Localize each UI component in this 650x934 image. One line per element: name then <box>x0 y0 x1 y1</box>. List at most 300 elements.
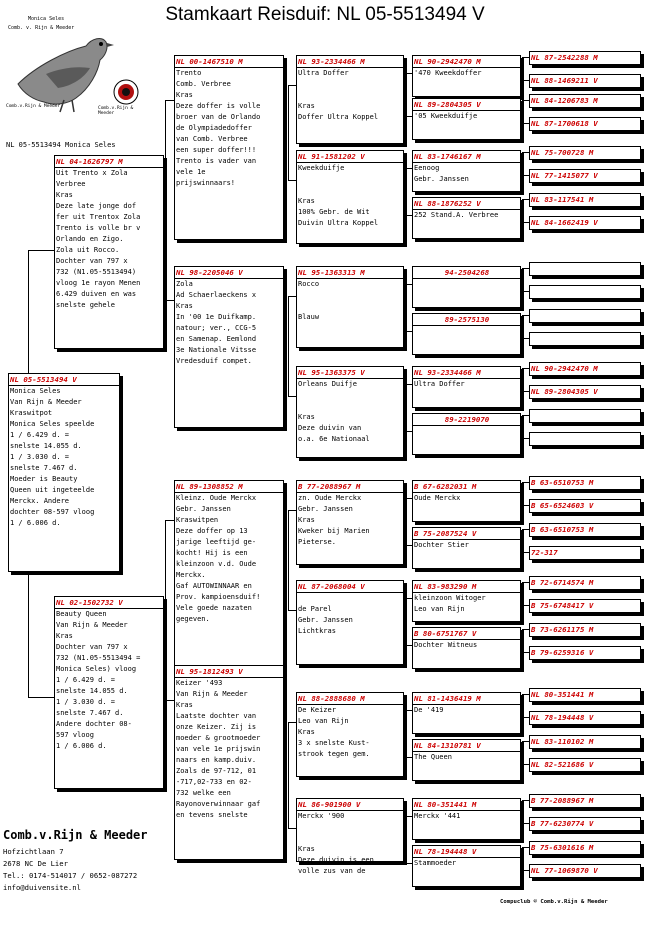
connector-line <box>405 710 412 711</box>
ring-number <box>530 333 640 344</box>
card-line: 1 / 6.006 d. <box>10 519 61 527</box>
connector-line <box>522 368 529 369</box>
card-line: Zoals de 97-712, 01 <box>176 767 257 775</box>
connector-line <box>522 694 529 695</box>
connector-line <box>522 582 529 583</box>
card-line: Monica Seles speelde <box>10 420 95 428</box>
ring-number: NL 88-1469211 V <box>531 76 598 85</box>
ring-number: B 65-6524603 V <box>531 501 594 510</box>
connector-line <box>288 610 296 611</box>
connector-line <box>522 482 523 505</box>
card-line: Kras <box>56 632 73 640</box>
connector-line <box>522 847 529 848</box>
connector-line <box>165 260 166 301</box>
connector-line <box>522 100 529 101</box>
connector-line <box>522 415 529 416</box>
ancestor-name: Dochter Witneus <box>414 641 478 649</box>
card-line: Lichtkras <box>298 627 336 635</box>
connector-line <box>288 296 289 396</box>
ancestor-name <box>414 279 520 290</box>
card-line: gegeven. <box>176 615 210 623</box>
card-line: Van Rijn & Meeder <box>176 690 248 698</box>
connector-line <box>405 431 412 432</box>
ancestor-ring-card <box>529 864 641 878</box>
card-body <box>175 67 283 189</box>
card-body <box>55 608 163 752</box>
card-line: fer uit Trentox Zola <box>56 213 141 221</box>
ancestor-ring-card <box>529 841 641 855</box>
ring-number: NL 98-2205046 V <box>176 268 243 277</box>
connector-line <box>522 717 529 718</box>
ancestor-card <box>412 480 521 522</box>
card-line: Monica Seles <box>10 387 61 395</box>
connector-line <box>522 199 523 222</box>
card-line: snelste gehele <box>56 301 116 309</box>
card-line: Orleans Duifje <box>298 380 358 388</box>
connector-line <box>522 870 529 871</box>
father-card <box>54 155 164 349</box>
card-line <box>298 185 403 196</box>
ancestor-name: 252 Stand.A. Verbree <box>414 211 499 219</box>
card-line: Comb. Verbree <box>176 80 231 88</box>
card-line: Merckx. <box>176 571 206 579</box>
ring-number: NL 80-351441 M <box>414 800 477 809</box>
ring-number: NL 00-1467510 M <box>176 57 243 66</box>
mother-card <box>54 596 164 789</box>
great-grandparent-card <box>296 580 404 665</box>
ring-number: B 67-6282031 M <box>414 482 477 491</box>
card-line: Gebr. Janssen <box>298 505 353 513</box>
card-line: dochter 08-597 vloog <box>10 508 95 516</box>
connector-line <box>405 116 412 117</box>
connector-line <box>522 605 529 606</box>
address-line: 2678 NC De Lier <box>3 859 68 868</box>
card-body <box>9 385 119 529</box>
card-line: Dochter van 797 x <box>56 643 128 651</box>
card-body <box>297 592 403 637</box>
card-line: van vele 1e prijswin <box>176 745 261 753</box>
connector-line <box>405 73 412 74</box>
logo-title: Monica Seles <box>28 16 65 22</box>
ancestor-name: '05 Kweekduifje <box>414 112 478 120</box>
ancestor-name: '470 Kweekdoffer <box>414 69 482 77</box>
ancestor-ring-card <box>529 385 641 399</box>
card-line: vele 1e <box>176 168 206 176</box>
card-body <box>413 810 520 822</box>
ring-number: NL 95-1363313 M <box>298 268 365 277</box>
card-line: De Keizer <box>298 706 336 714</box>
card-line: 1 / 6.006 d. <box>56 742 107 750</box>
card-line: Doffer Ultra Koppel <box>298 113 379 121</box>
ring-number <box>530 286 640 297</box>
great-grandparent-card <box>296 150 404 244</box>
logo-caption-left: Comb.v.Rijn & Meeder <box>6 104 61 109</box>
card-line: kocht! Hij is een <box>176 549 248 557</box>
card-line: zn. Oude Merckx <box>298 494 362 502</box>
connector-line <box>522 100 523 123</box>
connector-line <box>405 757 412 758</box>
card-line: Gebr. Janssen <box>176 505 231 513</box>
connector-line <box>405 384 406 431</box>
ring-number: NL 82-521686 V <box>531 760 594 769</box>
connector-line <box>522 268 523 291</box>
ancestor-card <box>412 366 521 408</box>
ring-number: B 80-6751767 V <box>414 629 477 638</box>
card-line: moeder & grootmoeder <box>176 734 261 742</box>
connector-line <box>288 296 296 297</box>
ancestor-ring-card <box>529 262 641 276</box>
pigeon-icon <box>6 16 144 116</box>
card-line: snelste 14.055 d. <box>56 687 128 695</box>
card-body <box>413 425 520 437</box>
connector-line <box>288 510 289 610</box>
card-line: Ultra Doffer <box>298 69 349 77</box>
card-body <box>297 67 403 123</box>
connector-line <box>405 215 412 216</box>
connector-line <box>522 152 523 175</box>
card-line: Leo van Rijn <box>298 717 349 725</box>
card-body <box>413 209 520 221</box>
card-line <box>298 90 403 101</box>
ring-number: NL 05-5513494 V <box>10 375 77 384</box>
card-line: Uit Trento x Zola <box>56 169 128 177</box>
card-line: Kweker bij Marien <box>298 527 370 535</box>
connector-line <box>522 505 529 506</box>
connector-line <box>405 545 412 546</box>
ancestor-name: De '419 <box>414 706 444 714</box>
ancestor-name: The Queen <box>414 753 452 761</box>
ring-number: NL 84-1206783 M <box>531 96 598 105</box>
connector-line <box>165 520 174 521</box>
card-body <box>413 325 520 337</box>
card-line: Kras <box>56 191 73 199</box>
card-line: Keizer '493 <box>176 679 223 687</box>
card-line: naars en kamp.duiv. <box>176 756 257 764</box>
ring-number: NL 78-194448 V <box>531 713 594 722</box>
card-line <box>298 290 403 301</box>
card-body <box>413 751 520 763</box>
connector-line <box>522 629 529 630</box>
card-line: Laatste dochter van <box>176 712 257 720</box>
ancestor-card <box>412 413 521 455</box>
ancestor-ring-card <box>529 94 641 108</box>
logo <box>6 16 144 116</box>
card-body <box>55 167 163 311</box>
ring-number: NL 84-1310781 V <box>414 741 481 750</box>
ring-number: NL 75-700728 M <box>531 148 594 157</box>
ancestor-ring-card <box>529 193 641 207</box>
connector-line <box>28 697 54 698</box>
ring-number: NL 88-2888680 M <box>298 694 365 703</box>
connector-line <box>522 629 523 652</box>
card-body <box>413 639 520 651</box>
ancestor-name: Ultra Doffer <box>414 380 465 388</box>
card-line: Kras <box>298 197 315 205</box>
ring-number: B 72-6714574 M <box>531 578 594 587</box>
card-line: Kleinz. Oude Merckx <box>176 494 257 502</box>
card-line: kleinzoon v.d. Oude <box>176 560 257 568</box>
card-line: de Parel <box>298 605 332 613</box>
ancestor-card <box>412 197 521 239</box>
card-line: 732 (N1.05-5513494) <box>56 268 137 276</box>
ring-number: B 75-6748417 V <box>531 601 594 610</box>
card-line <box>298 79 403 90</box>
connector-line <box>522 482 529 483</box>
connector-line <box>405 498 412 499</box>
card-line: Rocco <box>298 280 320 288</box>
ring-number: NL 80-351441 M <box>531 690 594 699</box>
card-line: Kras <box>298 516 315 524</box>
subject-card <box>8 373 120 572</box>
ancestor-card <box>412 55 521 97</box>
ancestor-ring-card <box>529 546 641 560</box>
connector-line <box>522 199 529 200</box>
great-grandparent-card <box>296 55 404 144</box>
card-line: Van Rijn & Meeder <box>56 621 128 629</box>
card-line: Vredesduif compet. <box>176 357 252 365</box>
ring-number: NL 95-1812493 V <box>176 667 243 676</box>
connector-line <box>405 73 406 116</box>
card-line <box>298 390 403 401</box>
ancestor-ring-card <box>529 794 641 808</box>
card-line: Merckx. Andere <box>10 497 70 505</box>
page-title: Stamkaart Reisduif: NL 05-5513494 V <box>165 4 485 25</box>
card-line: Zola uit Rocco. <box>56 246 120 254</box>
card-line: Kras <box>298 102 315 110</box>
card-line <box>298 822 403 833</box>
card-line: Kraswitpot <box>10 409 53 417</box>
card-body <box>413 378 520 390</box>
card-line: Beauty Queen <box>56 610 107 618</box>
address-line: Hofzichtlaan 7 <box>3 847 64 856</box>
card-line: 732 welke een <box>176 789 231 797</box>
card-line: 1 / 3.030 d. = <box>56 698 116 706</box>
card-line: snelste 14.055 d. <box>10 442 82 450</box>
connector-line <box>522 291 529 292</box>
card-line: Deze duivin is een <box>298 856 374 864</box>
connector-line <box>522 57 523 80</box>
card-line: Queen uit ingeteelde <box>10 486 95 494</box>
ring-number: NL 86-901900 V <box>298 800 361 809</box>
ancestor-ring-card <box>529 476 641 490</box>
connector-line <box>522 315 523 338</box>
card-body <box>297 378 403 445</box>
connector-line <box>405 498 406 545</box>
card-line: 6.429 duiven en was <box>56 290 137 298</box>
card-line: de Olympiadedoffer <box>176 124 252 132</box>
ring-number: NL 78-194448 V <box>414 847 477 856</box>
connector-line <box>522 175 529 176</box>
card-line: Kras <box>176 91 193 99</box>
connector-line <box>288 180 296 181</box>
ring-number: NL 89-2804305 V <box>414 100 481 109</box>
connector-line <box>405 284 412 285</box>
card-body <box>297 704 403 760</box>
connector-line <box>522 694 523 717</box>
card-line: volle zus van de <box>298 867 366 875</box>
connector-line <box>522 368 523 391</box>
card-line: strook tegen gem. <box>298 750 370 758</box>
ancestor-name: Dochter Stier <box>414 541 469 549</box>
breeder: Leo van Rijn <box>414 605 465 613</box>
address-line: Tel.: 0174-514017 / 0652-087272 <box>3 871 138 880</box>
connector-line <box>405 331 412 332</box>
card-line: -717,02-733 en 02- <box>176 778 252 786</box>
ancestor-card <box>412 739 521 781</box>
ancestor-card <box>412 527 521 569</box>
card-line: Ad Schaerlaeckens x <box>176 291 257 299</box>
card-line: Orlando en Zigo. <box>56 235 124 243</box>
card-line: Andere dochter 08- <box>56 720 132 728</box>
connector-line <box>405 710 406 757</box>
ancestor-name: Oude Merckx <box>414 494 461 502</box>
connector-line <box>288 828 296 829</box>
connector-line <box>405 168 412 169</box>
card-line: Deze late jonge dof <box>56 202 137 210</box>
card-line: Prov. kampioensduif! <box>176 593 261 601</box>
card-body <box>413 67 520 79</box>
card-line: broer van de Orlando <box>176 113 261 121</box>
logo-subtitle: Comb. v. Rijn & Meeder <box>8 25 75 31</box>
ancestor-ring-card <box>529 146 641 160</box>
connector-line <box>522 741 529 742</box>
ring-number: NL 91-1581202 V <box>298 152 365 161</box>
connector-line <box>522 552 529 553</box>
ring-number: B 63-6510753 M <box>531 525 594 534</box>
ancestor-card <box>412 845 521 887</box>
card-line: en tevens snelste <box>176 811 248 819</box>
ancestor-ring-card <box>529 332 641 346</box>
ring-number: B 63-6510753 M <box>531 478 594 487</box>
ancestor-name: Eenoog <box>414 164 440 172</box>
connector-line <box>165 100 174 101</box>
connector-line <box>522 123 529 124</box>
connector-line <box>165 520 166 700</box>
card-line: 3e Nationale Vitsse <box>176 346 257 354</box>
card-line: Trento is volle br v <box>56 224 141 232</box>
ring-number: NL 83-983290 M <box>414 582 477 591</box>
great-grandparent-card <box>296 266 404 348</box>
ancestor-ring-card <box>529 117 641 131</box>
ring-number: NL 04-1626797 M <box>56 157 123 166</box>
card-line: natour; ver., CCG-5 <box>176 324 257 332</box>
ring-number: 94-2504268 <box>444 268 490 277</box>
card-line: snelste 7.467 d. <box>56 709 124 717</box>
card-line: Zola <box>176 280 193 288</box>
card-line: Merckx '900 <box>298 812 345 820</box>
connector-line <box>288 85 296 86</box>
ring-number <box>530 410 640 421</box>
ring-number: NL 88-1876252 V <box>414 199 481 208</box>
card-line: 597 vloog <box>56 731 94 739</box>
card-body <box>413 492 520 504</box>
card-line: Kras <box>298 728 315 736</box>
ring-number: 72-317 <box>531 548 558 557</box>
card-body <box>413 857 520 869</box>
breeder: Gebr. Janssen <box>414 175 469 183</box>
card-line: Verbree <box>56 180 86 188</box>
ancestor-name: Merckx '441 <box>414 812 461 820</box>
card-body <box>413 704 520 716</box>
connector-line <box>405 598 406 645</box>
connector-line <box>522 415 523 438</box>
card-body <box>413 278 520 290</box>
ring-number: B 75-6301616 M <box>531 843 594 852</box>
card-line: Van Rijn & Meeder <box>10 398 82 406</box>
email-address: info@duivensite.nl <box>3 883 81 892</box>
connector-line <box>522 823 529 824</box>
ancestor-card <box>412 98 521 140</box>
connector-line <box>522 847 523 870</box>
ancestor-ring-card <box>529 169 641 183</box>
card-line: 3 x snelste Kust- <box>298 739 370 747</box>
ring-number: B 77-6230774 V <box>531 819 594 828</box>
connector-line <box>522 582 523 605</box>
ancestor-card <box>412 266 521 308</box>
ring-number: B 77-2088967 M <box>298 482 361 491</box>
ancestor-ring-card <box>529 499 641 513</box>
breeder-name: Comb.v.Rijn & Meeder <box>3 828 148 842</box>
card-body <box>413 162 520 185</box>
connector-line <box>522 800 529 801</box>
card-line: een super doffer!!! <box>176 146 257 154</box>
ring-number: B 79-6259316 V <box>531 648 594 657</box>
ancestor-ring-card <box>529 74 641 88</box>
card-line: prijswinnaars! <box>176 179 236 187</box>
ancestor-ring-card <box>529 599 641 613</box>
ancestor-ring-card <box>529 711 641 725</box>
ancestor-ring-card <box>529 309 641 323</box>
connector-line <box>522 529 523 552</box>
card-line: Blauw <box>298 313 320 321</box>
great-grandparent-card <box>296 480 404 565</box>
logo-caption-right: Comb.v.Rijn & Meeder <box>98 106 134 116</box>
card-body <box>175 278 283 367</box>
ring-number: NL 87-2068004 V <box>298 582 365 591</box>
ring-number: NL 83-110102 M <box>531 737 594 746</box>
ring-number: NL 93-2334466 M <box>298 57 365 66</box>
card-line: Deze doffer op 13 <box>176 527 248 535</box>
card-body <box>413 592 520 615</box>
connector-line <box>522 529 529 530</box>
ancestor-name <box>414 326 520 337</box>
connector-line <box>405 863 412 864</box>
ring-number: B 73-6261175 M <box>531 625 594 634</box>
ring-number: NL 90-2942470 M <box>531 364 598 373</box>
card-line: Trento is vader van <box>176 157 257 165</box>
card-body <box>413 539 520 551</box>
card-line: Deze doffer is volle <box>176 102 261 110</box>
ancestor-ring-card <box>529 735 641 749</box>
great-grandparent-card <box>296 692 404 777</box>
grandparent-card <box>174 480 284 667</box>
card-body <box>297 162 403 229</box>
connector-line <box>288 396 296 397</box>
card-line: Kraswitpen <box>176 516 219 524</box>
ring-number: NL 83-117541 M <box>531 195 594 204</box>
ancestor-name: Stammoeder <box>414 859 457 867</box>
ring-number <box>530 433 640 444</box>
card-body <box>175 677 283 821</box>
connector-line <box>522 222 529 223</box>
ancestor-ring-card <box>529 216 641 230</box>
ring-number: NL 89-1308852 M <box>176 482 243 491</box>
ring-number: B 75-2087524 V <box>414 529 477 538</box>
grandparent-card <box>174 55 284 240</box>
card-line: Trento <box>176 69 202 77</box>
connector-line <box>405 598 412 599</box>
grandparent-card <box>174 665 284 860</box>
